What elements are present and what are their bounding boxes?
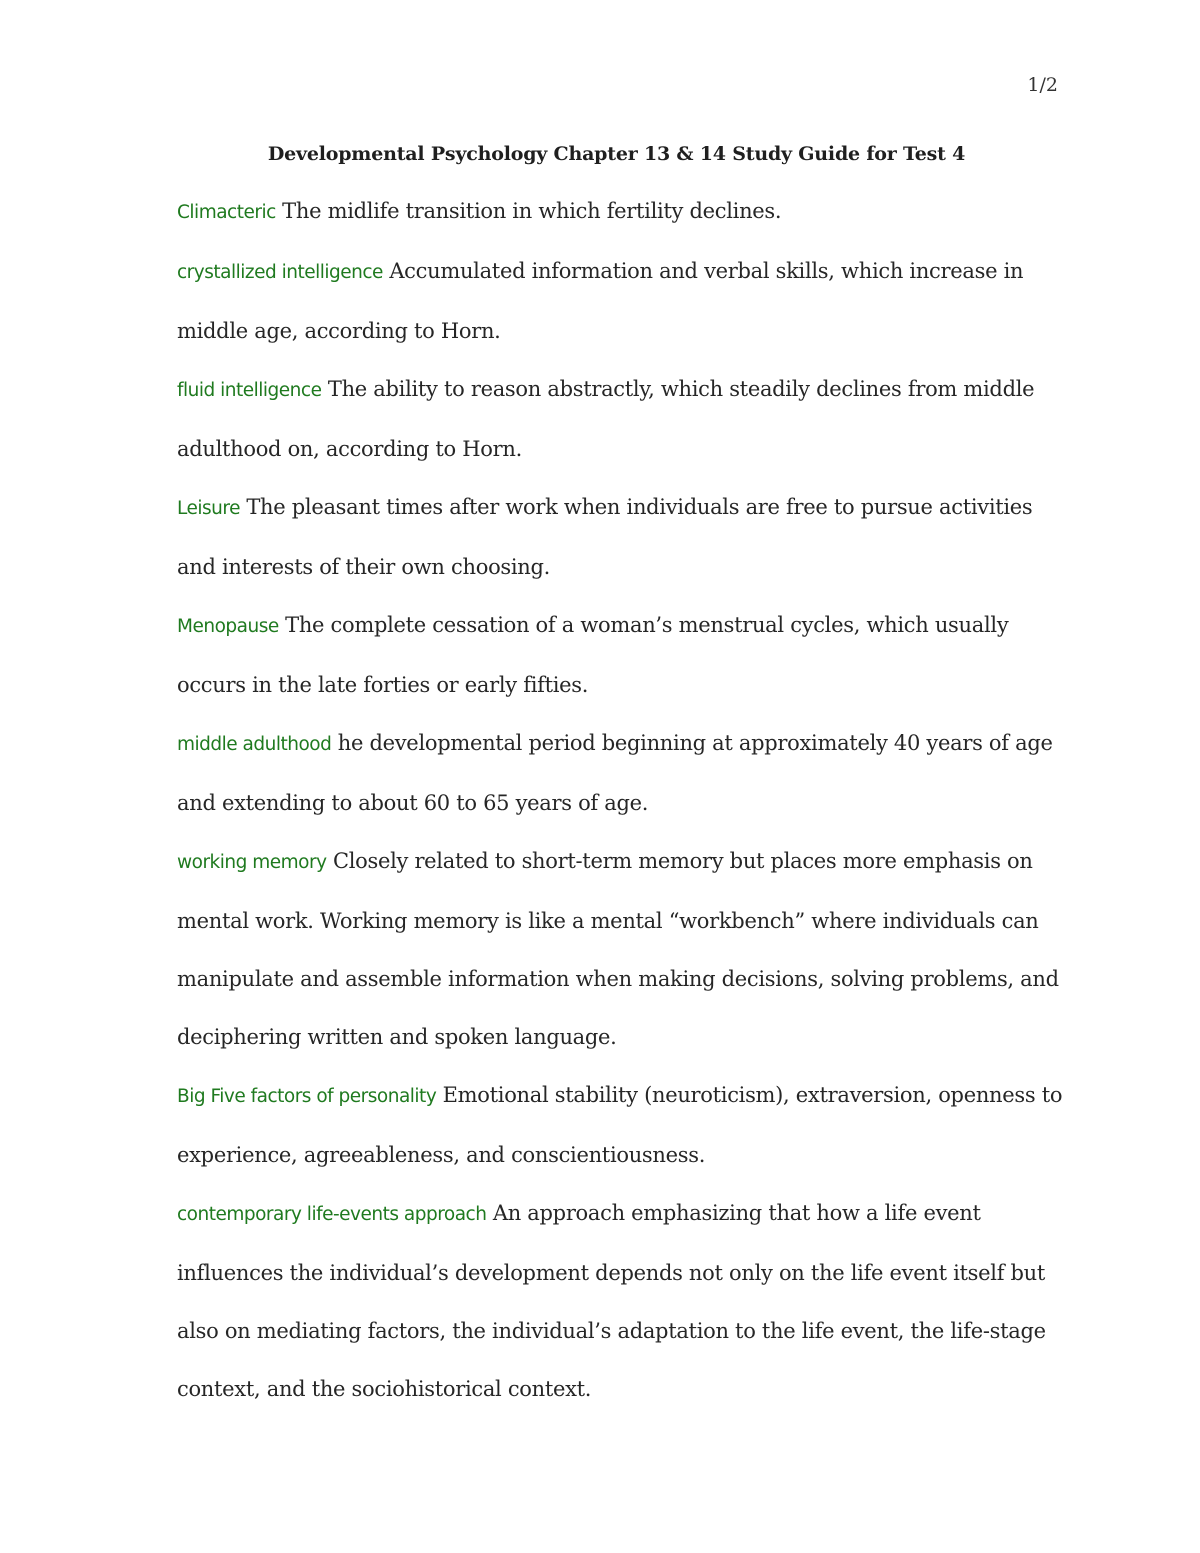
glossary-entry-middle-adulthood	[177, 714, 1067, 832]
glossary-term: working memory	[177, 852, 327, 873]
glossary-term: Leisure	[177, 498, 240, 519]
glossary-term: Big Five factors of personality	[177, 1086, 437, 1107]
glossary-list	[177, 182, 1067, 1418]
glossary-term: middle adulthood	[177, 734, 332, 755]
glossary-definition: Accumulated information and verbal skills, which increase in middle age, according to Horn.	[177, 259, 1024, 343]
glossary-term: contemporary life-events approach	[177, 1204, 487, 1225]
glossary-term: crystallized intelligence	[177, 262, 383, 283]
page-number: 1/2	[1027, 74, 1058, 96]
glossary-entry-climacteric	[177, 182, 1067, 242]
glossary-entry-menopause	[177, 596, 1067, 714]
glossary-definition: The complete cessation of a woman’s menstrual cycles, which usually occurs in the late forties or early fifties.	[177, 613, 1009, 697]
glossary-definition: The midlife transition in which fertility declines.	[282, 199, 782, 223]
glossary-term: Menopause	[177, 616, 279, 637]
glossary-entry-life-events-approach	[177, 1184, 1067, 1418]
glossary-term: Climacteric	[177, 202, 276, 223]
glossary-definition: Emotional stability (neuroticism), extraversion, openness to experience, agreeableness, and conscientiousness.	[177, 1083, 1063, 1167]
glossary-entry-crystallized-intelligence	[177, 242, 1067, 360]
glossary-term: fluid intelligence	[177, 380, 322, 401]
glossary-definition: An approach emphasizing that how a life event influences the individual’s development depends not only on the life event itself but also on mediating factors, the individual’s adaptation to the life event, the life-stage context, and the sociohistorical context.	[177, 1201, 1046, 1401]
glossary-definition: he developmental period beginning at approximately 40 years of age and extending to about 60 to 65 years of age.	[177, 731, 1053, 815]
glossary-entry-big-five	[177, 1066, 1067, 1184]
glossary-entry-working-memory	[177, 832, 1067, 1066]
glossary-definition: The pleasant times after work when individuals are free to pursue activities and interests of their own choosing.	[177, 495, 1033, 579]
glossary-entry-leisure	[177, 478, 1067, 596]
glossary-definition: Closely related to short-term memory but places more emphasis on mental work. Working memory is like a mental “workbench” where individuals can manipulate and assemble information when making decisions, solving problems, and deciphering written and spoken language.	[177, 849, 1059, 1049]
document-title: Developmental Psychology Chapter 13 & 14 Study Guide for Test 4	[267, 143, 966, 165]
glossary-definition: The ability to reason abstractly, which steadily declines from middle adulthood on, according to Horn.	[177, 377, 1035, 461]
glossary-entry-fluid-intelligence	[177, 360, 1067, 478]
